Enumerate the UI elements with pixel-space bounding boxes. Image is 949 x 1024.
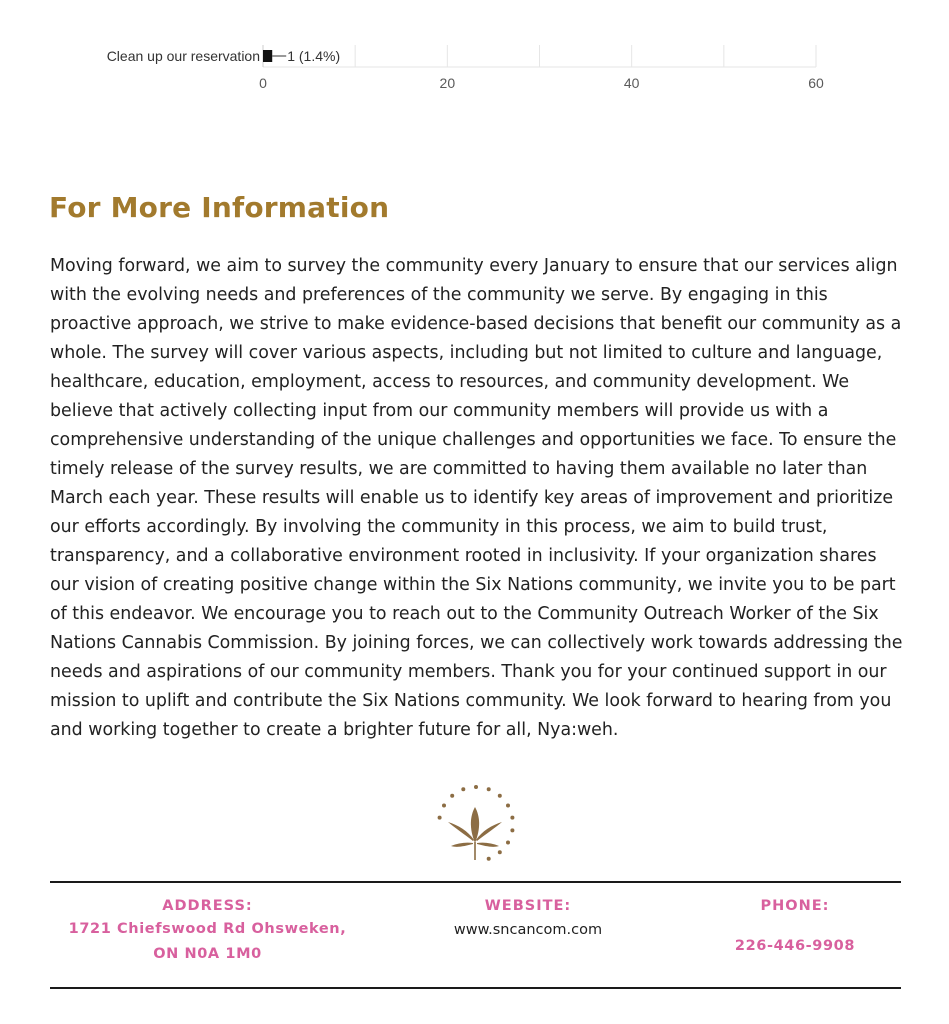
website-link[interactable]: www.sncancom.com [453, 922, 603, 938]
logo-dot [510, 828, 514, 832]
x-tick-label: 20 [439, 75, 456, 91]
address-line-1: 1721 Chiefswood Rd Ohsweken, [68, 921, 347, 937]
logo-dot [498, 794, 502, 798]
address-line-2: ON N0A 1M0 [153, 946, 262, 962]
logo-dot [506, 804, 510, 808]
chart-marks [263, 48, 340, 64]
logo-dot [506, 841, 510, 845]
address-label: ADDRESS: [162, 898, 253, 914]
logo-dot [442, 804, 446, 808]
logo-dot [461, 787, 465, 791]
bar-chart [0, 0, 949, 110]
category-label: Clean up our reservation [106, 48, 260, 64]
x-tick-label: 40 [623, 75, 640, 91]
phone-label: PHONE: [760, 898, 830, 914]
footer-address [50, 898, 365, 967]
data-label: 1 (1.4%) [287, 48, 341, 64]
footer-phone [700, 898, 890, 959]
logo-dot [510, 816, 514, 820]
section-heading: For More Information [49, 191, 390, 224]
logo-dot [487, 857, 491, 861]
logo-dot [498, 850, 502, 854]
logo-dot [450, 794, 454, 798]
footer-divider-top [50, 881, 901, 883]
footer-website [420, 898, 636, 938]
x-tick-label: 60 [808, 75, 824, 91]
phone-number[interactable]: 226-446-9908 [734, 938, 856, 954]
x-tick-label: 0 [259, 75, 267, 91]
footer-divider-bottom [50, 987, 901, 989]
website-label: WEBSITE: [484, 898, 572, 914]
leaf-icon [448, 807, 502, 860]
logo-dot [438, 816, 442, 820]
logo-dot [487, 787, 491, 791]
logo-dot [474, 785, 478, 789]
body-paragraph: Moving forward, we aim to survey the community every January to ensure that our services align with the evolving needs and preferences of the community we serve. By engaging in this proactive approach, we strive to make evidence-based decisions that benefit our community as a whole. The survey will cover various aspects, including but not limited to culture and language, healthcare, education, employment, access to resources, and community development. We believe that actively collecting input from our community members will provide us with a comprehensive understanding of the unique challenges and opportunities we face. To ensure the timely release of the survey results, we are committed to having them available no later than March each year. These results will enable us to identify key areas of improvement and prioritize our efforts accordingly. By involving the community in this process, we aim to build trust, transparency, and a collaborative environment rooted in inclusivity. If your organization shares our vision of creating positive change within the Six Nations community, we invite you to be part of this endeavor. We encourage you to reach out to the Community Outreach Worker of the Six Nations Cannabis Commission. By joining forces, we can collectively work towards addressing the needs and aspirations of our community members. Thank you for your continued support in our mission to uplift and contribute the Six Nations community. We look forward to hearing from you and working together to create a brighter future for all, Nya:weh. [50, 256, 903, 740]
chart-ticks [107, 48, 824, 91]
chart-grid [263, 45, 816, 67]
bar [263, 50, 272, 62]
cannabis-leaf-logo [428, 784, 524, 868]
